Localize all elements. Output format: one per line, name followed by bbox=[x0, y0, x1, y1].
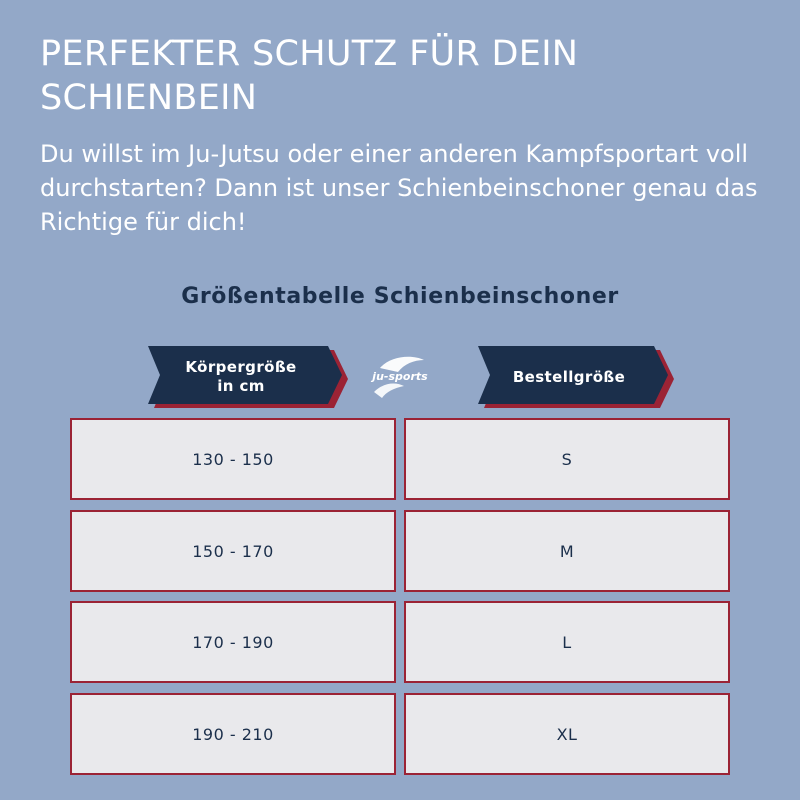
size-table-title: Größentabelle Schienbeinschoner bbox=[181, 284, 619, 309]
table-cell-height: 150 - 170 bbox=[70, 510, 396, 592]
table-cell-size: S bbox=[404, 418, 730, 500]
header-body-height bbox=[148, 346, 348, 408]
header-order-size bbox=[478, 346, 674, 408]
table-cell-height: 170 - 190 bbox=[70, 601, 396, 683]
table-cell-size: L bbox=[404, 601, 730, 683]
header-body-height-label: Körpergröße in cm bbox=[185, 358, 297, 395]
table-cell-size: XL bbox=[404, 693, 730, 775]
headline: PERFEKTER SCHUTZ FÜR DEIN SCHIENBEIN bbox=[40, 34, 579, 118]
table-cell-size: M bbox=[404, 510, 730, 592]
ju-sports-logo bbox=[360, 352, 440, 400]
intro-text: Du willst im Ju-Jutsu oder einer anderen Kampfsportart voll durchstarten? Dann ist unser Schienbeinschoner genau das Richtige für dich! bbox=[40, 140, 758, 236]
header-order-size-label: Bestellgröße bbox=[512, 367, 626, 386]
table-cell-height: 190 - 210 bbox=[70, 693, 396, 775]
table-cell-height: 130 - 150 bbox=[70, 418, 396, 500]
logo-text: ju-sports bbox=[372, 370, 428, 383]
